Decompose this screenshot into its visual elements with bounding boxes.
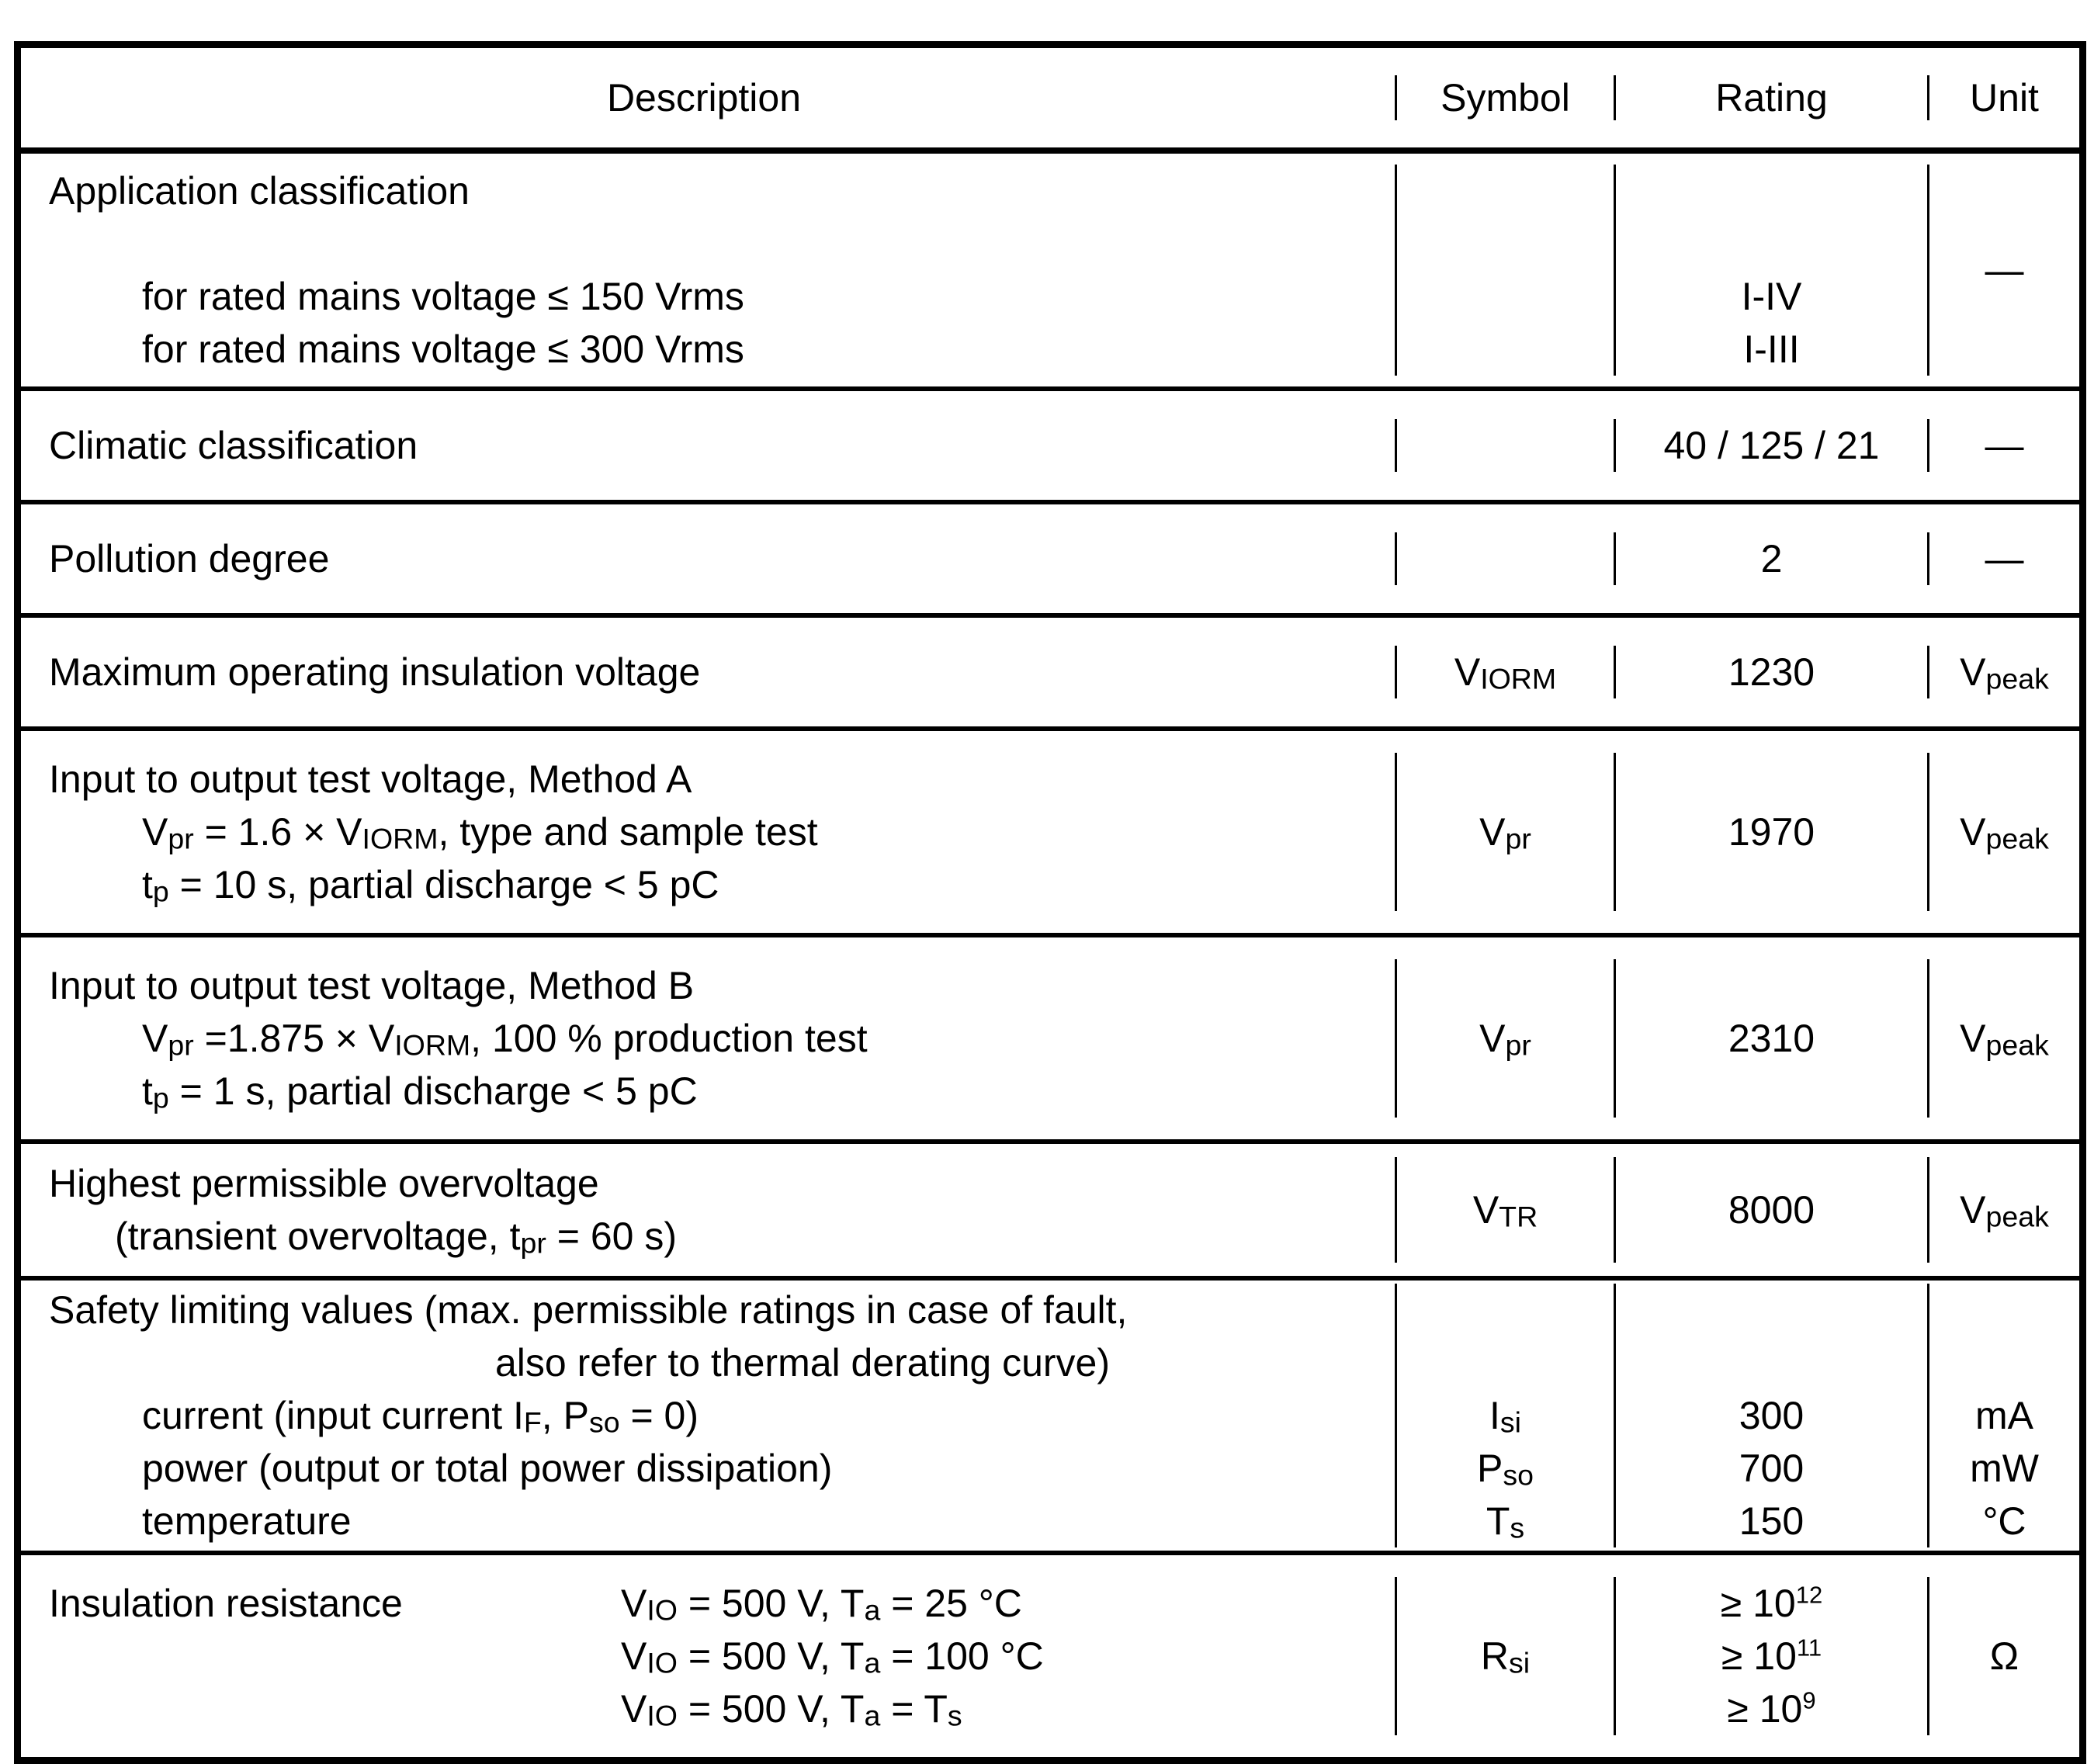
description-cell (21, 165, 1395, 376)
rating-value: 700 (1739, 1447, 1805, 1490)
unit-value: — (1985, 248, 2024, 292)
col-header-rating: Rating (1614, 75, 1927, 120)
table-body (21, 154, 2079, 1757)
rating-value: 40 / 125 / 21 (1663, 424, 1880, 467)
description-line: also refer to thermal derating curve) (495, 1341, 1111, 1385)
description-cell (21, 959, 1395, 1118)
table-row (21, 613, 2079, 726)
table-row (21, 386, 2079, 500)
symbol-cell (1395, 532, 1614, 585)
unit-value: — (1985, 424, 2024, 467)
unit-value: mW (1970, 1447, 2039, 1490)
symbol-cell (1395, 419, 1614, 472)
unit-cell (1927, 532, 2079, 585)
col-header-description: Description (606, 76, 802, 120)
description-line: $V_{IO} = 500$ V, $T_a = 100$ °C (621, 1634, 1044, 1679)
unit-value: $V_{peak}$ (1960, 650, 2049, 695)
description-cell (21, 1577, 1395, 1735)
unit-value: °C (1982, 1499, 2026, 1543)
unit-cell (1927, 419, 2079, 472)
insulation-ratings-table (14, 41, 2086, 1764)
description-line: Input to output test voltage, Method A (49, 757, 692, 801)
symbol-value: $I_{si}$ (1489, 1394, 1521, 1439)
unit-value: $V_{peak}$ (1960, 810, 2049, 855)
unit-value: mA (1975, 1394, 2033, 1437)
table-row (21, 726, 2079, 933)
description-line: $t_p = 10$ s, partial discharge < 5 pC (142, 863, 719, 908)
description-cell (21, 753, 1395, 911)
rating-cell (1614, 646, 1927, 698)
description-line: $V_{pr} =1.875 \times V_{IORM}$, 100 % production test (142, 1017, 868, 1062)
rating-value (1616, 1336, 1927, 1389)
description-line: power (output or total power dissipation) (142, 1447, 833, 1490)
rating-cell (1614, 419, 1927, 472)
description-line (49, 217, 1387, 270)
rating-cell (1614, 165, 1927, 376)
description-cell (21, 1157, 1395, 1263)
description-line: temperature (142, 1499, 352, 1543)
rating-value: ≥ $10^{12}$ (1720, 1581, 1823, 1625)
description-cell (21, 532, 1395, 585)
description-line: Climatic classification (49, 424, 418, 467)
description-label: Insulation resistance (49, 1582, 403, 1625)
description-cell (21, 1284, 1395, 1547)
unit-value (1929, 1336, 2079, 1389)
description-line: current (input current $I_F$, $P_{so} = 0$) (142, 1394, 699, 1439)
table-row (21, 1139, 2079, 1276)
rating-value: I-IV (1741, 275, 1802, 318)
rating-value (1616, 1284, 1927, 1336)
unit-value: — (1985, 537, 2024, 580)
rating-value: 2 (1760, 537, 1783, 580)
symbol-value: $P_{so}$ (1477, 1447, 1534, 1492)
rating-value (1616, 165, 1927, 217)
col-header-unit: Unit (1927, 75, 2079, 120)
rating-value: 150 (1739, 1499, 1805, 1543)
description-line: $V_{pr} = 1.6 \times V_{IORM}$, type and sample test (142, 810, 818, 855)
unit-cell (1927, 165, 2079, 376)
table-row (21, 1551, 2079, 1757)
description-line: Application classification (49, 169, 470, 213)
description-line: Input to output test voltage, Method B (49, 964, 695, 1007)
description-line: Pollution degree (49, 537, 330, 580)
rating-value: 8000 (1728, 1188, 1815, 1232)
symbol-cell (1395, 1157, 1614, 1263)
rating-value: ≥ $10^{11}$ (1721, 1634, 1822, 1678)
description-line: for rated mains voltage ≤ 150 Vrms (142, 275, 744, 318)
description-line: Safety limiting values (max. permissible ratings in case of fault, (49, 1288, 1128, 1332)
rating-cell (1614, 959, 1927, 1118)
rating-cell (1614, 1157, 1927, 1263)
symbol-value: $T_s$ (1486, 1499, 1525, 1544)
symbol-value: $V_{IORM}$ (1454, 650, 1557, 695)
unit-cell (1927, 1577, 2079, 1735)
unit-cell (1927, 959, 2079, 1118)
rating-cell (1614, 1577, 1927, 1735)
symbol-cell (1395, 1284, 1614, 1547)
rating-value: I-III (1743, 328, 1800, 371)
rating-cell (1614, 753, 1927, 911)
unit-cell (1927, 1157, 2079, 1263)
description-line: Maximum operating insulation voltage (49, 650, 701, 694)
table-header-row (21, 48, 2079, 154)
unit-value: $V_{peak}$ (1960, 1188, 2049, 1233)
rating-value: 1230 (1728, 650, 1815, 694)
description-line: for rated mains voltage ≤ 300 Vrms (142, 328, 744, 371)
unit-cell (1927, 1284, 2079, 1547)
rating-cell (1614, 532, 1927, 585)
unit-value (1929, 1284, 2079, 1336)
rating-value: ≥ $10^9$ (1727, 1686, 1816, 1731)
unit-value: Ω (1989, 1634, 2019, 1678)
symbol-cell (1395, 646, 1614, 698)
symbol-value: $R_{si}$ (1480, 1634, 1531, 1679)
symbol-value (1397, 1336, 1614, 1389)
unit-value: $V_{peak}$ (1960, 1017, 2049, 1062)
table-row (21, 1276, 2079, 1551)
description-line: $V_{IO} = 500$ V, $T_a = T_s$ (621, 1687, 962, 1732)
symbol-value: $V_{pr}$ (1479, 1017, 1531, 1062)
rating-value: 300 (1739, 1394, 1805, 1437)
table-row (21, 933, 2079, 1139)
symbol-cell (1395, 165, 1614, 376)
rating-value: 2310 (1728, 1017, 1815, 1060)
rating-value: 1970 (1728, 810, 1815, 854)
symbol-cell (1395, 1577, 1614, 1735)
description-cell (21, 646, 1395, 698)
table-row (21, 154, 2079, 386)
table-row (21, 500, 2079, 613)
unit-cell (1927, 646, 2079, 698)
description-line: $t_p = 1$ s, partial discharge < 5 pC (142, 1069, 698, 1114)
description-line: Insulation resistance $V_{IO} = 500$ V, $T_a = 25$ °C (49, 1577, 1387, 1630)
description-line: (transient overvoltage, $t_{pr} = 60$ s) (115, 1215, 677, 1260)
col-header-symbol: Symbol (1395, 75, 1614, 120)
description-line: Highest permissible overvoltage (49, 1162, 599, 1205)
rating-cell (1614, 1284, 1927, 1547)
symbol-value: $V_{TR}$ (1472, 1188, 1538, 1233)
symbol-cell (1395, 753, 1614, 911)
unit-cell (1927, 753, 2079, 911)
symbol-value: $V_{pr}$ (1479, 810, 1531, 855)
symbol-cell (1395, 959, 1614, 1118)
symbol-value (1397, 1284, 1614, 1336)
rating-value (1616, 217, 1927, 270)
description-cell (21, 419, 1395, 472)
